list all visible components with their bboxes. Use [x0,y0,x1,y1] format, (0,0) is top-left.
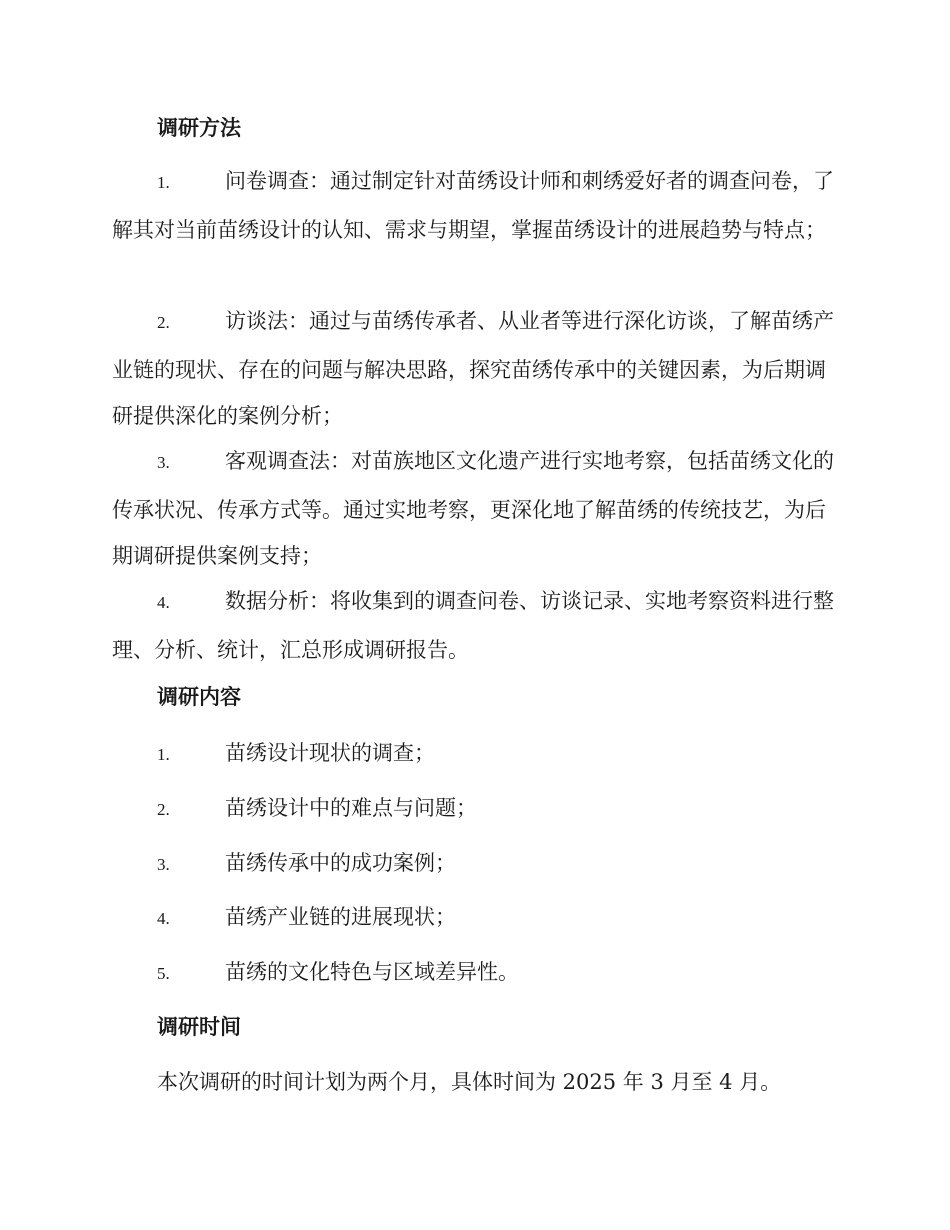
content-item-4 [157,903,456,931]
methods-heading: 调研方法 [157,115,241,140]
list-text: 客观调查法：对苗族地区文化遗产进行实地考察，包括苗绣文化的传承状况、传承方式等。通过实地考察，更深化地了解苗绣的传统技艺，为后期调研提供案例支持； [112,449,834,568]
time-heading: 调研时间 [157,1014,241,1039]
list-number: 4. [157,593,170,612]
list-number: 1. [157,173,170,192]
list-text: 苗绣传承中的成功案例； [225,851,456,875]
list-number: 2. [157,313,170,332]
list-text: 苗绣设计现状的调查； [225,741,435,765]
list-number: 2. [157,800,170,819]
methods-item-4 [112,578,838,673]
content-item-1 [157,739,435,767]
content-item-2 [157,794,477,822]
methods-item-3 [112,438,838,580]
list-text: 苗绣的文化特色与区域差异性。 [225,960,519,984]
list-number: 4. [157,909,170,928]
methods-item-2 [112,298,838,440]
list-text: 苗绣产业链的进展现状； [225,905,456,929]
list-text: 苗绣设计中的难点与问题； [225,796,477,820]
list-text: 访谈法：通过与苗绣传承者、从业者等进行深化访谈，了解苗绣产业链的现状、存在的问题与解决思路，探究苗绣传承中的关键因素，为后期调研提供深化的案例分析； [112,309,834,428]
list-number: 3. [157,855,170,874]
list-text: 数据分析：将收集到的调查问卷、访谈记录、实地考察资料进行整理、分析、统计，汇总形成调研报告。 [112,589,834,662]
time-paragraph: 本次调研的时间计划为两个月，具体时间为 2025 年 3 月至 4 月。 [157,1070,782,1094]
list-text: 问卷调查：通过制定针对苗绣设计师和刺绣爱好者的调查问卷，了解其对当前苗绣设计的认知、需求与期望，掌握苗绣设计的进展趋势与特点； [112,169,834,242]
list-number: 3. [157,453,170,472]
content-item-5 [157,958,519,986]
methods-item-1 [112,158,838,253]
content-item-3 [157,849,456,877]
list-number: 5. [157,964,170,983]
list-number: 1. [157,745,170,764]
content-heading: 调研内容 [157,684,241,709]
